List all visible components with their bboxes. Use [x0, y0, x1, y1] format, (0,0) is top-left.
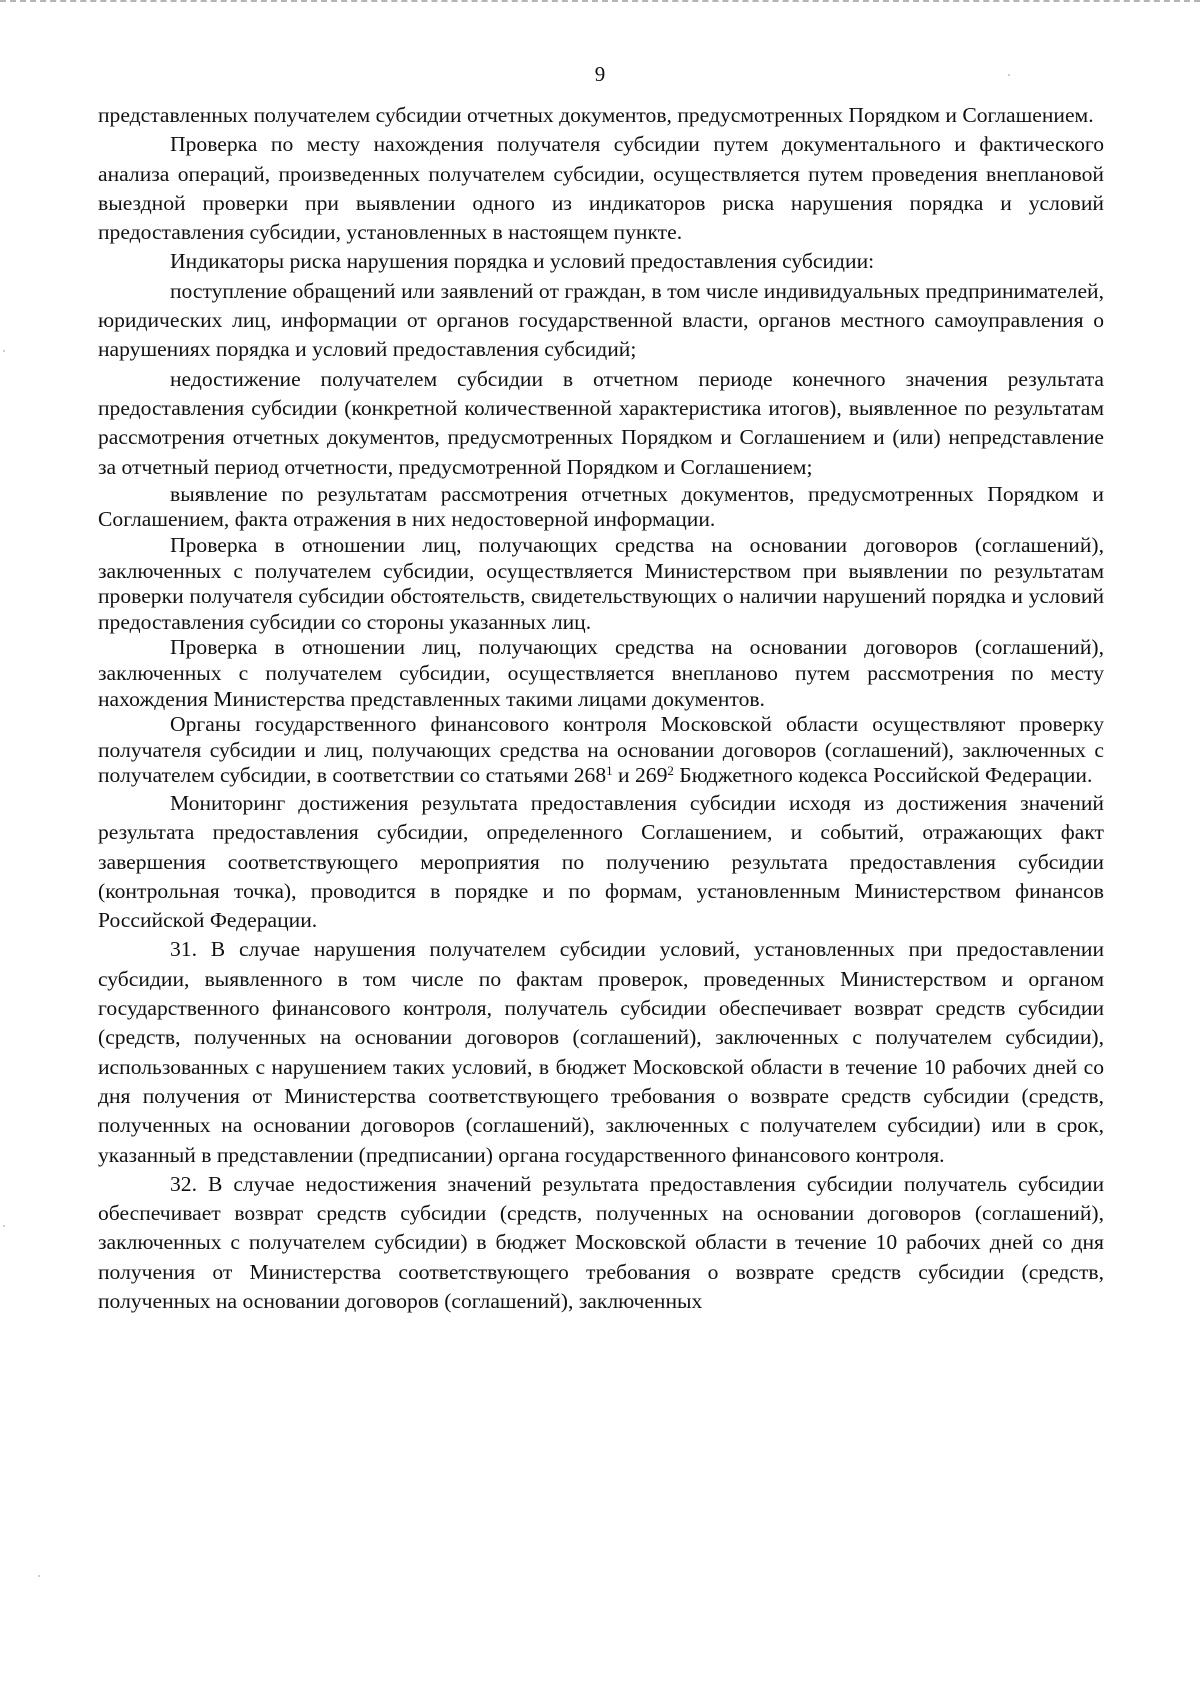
document-body: [98, 101, 1104, 1316]
paragraph-risk-indicators-heading: Индикаторы риска нарушения порядка и условий предоставления субсидии:: [170, 249, 875, 274]
scan-top-border: [0, 0, 1200, 5]
audit-text-after: Бюджетного кодекса Российской Федерации.: [673, 763, 1093, 788]
audit-text-before: Органы государственного финансового контроля Московской области осуществляют проверку получателя субсидии и лиц, получающих средства на основании договоров (соглашений), заключенных с получателем субсидии, в соответствии со статьями 268: [98, 712, 1104, 788]
paragraph-risk-indicator-non-achievement: недостижение получателем субсидии в отчетном периоде конечного значения результата предоставления субсидии (конкретной количественной характеристика итогов), выявленное по результатам рассмотрения отчетных документов, предусмотренных Порядком и Соглашением и (или) непредставление за отчетный период отчетности, предусмотренной Порядком и Соглашением;: [98, 366, 1104, 479]
paragraph-financial-control-bodies: [98, 712, 1104, 789]
scan-speck: [3, 350, 5, 352]
scan-speck: [3, 1225, 5, 1227]
paragraph-monitoring: Мониторинг достижения результата предоставления субсидии исходя из достижения значений результата предоставления субсидии, определенного Соглашением, и событий, отражающих факт завершения соответствующего мероприятия по получению результата предоставления субсидии (контрольная точка), проводится в порядке и по формам, установленным Министерством финансов Российской Федерации.: [98, 790, 1104, 933]
scan-speck: [38, 1575, 40, 1577]
paragraph-risk-indicator-false-info: выявление по результатам рассмотрения отчетных документов, предусмотренных Порядком и Соглашением, факта отражения в них недостоверной информации.: [98, 481, 1104, 532]
paragraph-risk-indicator-appeals: поступление обращений или заявлений от граждан, в том числе индивидуальных предпринимателей, юридических лиц, информации от органов государственной власти, органов местного самоуправления о нарушениях порядка и условий предоставления субсидий;: [98, 278, 1104, 362]
paragraph-counterparty-inspection: Проверка в отношении лиц, получающих средства на основании договоров (соглашений), заключенных с получателем субсидии, осуществляется Министерством при выявлении по результатам проверки получателя субсидии обстоятельств, свидетельствующих о наличии нарушений порядка и условий предоставления субсидии со стороны указанных лиц.: [98, 533, 1104, 634]
clause-32: 32. В случае недостижения значений результата предоставления субсидии получатель субсидии обеспечивает возврат средств субсидии (средств, полученных на основании договоров (соглашений), заключенных с получателем субсидии) в бюджет Московской области в течение 10 рабочих дней со дня получения от Министерства соответствующего требования о возврате средств субсидии (средств, полученных на основании договоров (соглашений), заключенных: [98, 1171, 1104, 1314]
clause-31: 31. В случае нарушения получателем субсидии условий, установленных при предоставлении субсидии, выявленного в том числе по фактам проверок, проведенных Министерством и органом государственного финансового контроля, получатель субсидии обеспечивает возврат средств субсидии (средств, полученных на основании договоров (соглашений), заключенных с получателем субсидии), использованных с нарушением таких условий, в бюджет Московской области в течение 10 рабочих дней со дня получения от Министерства соответствующего требования о возврате средств субсидии (средств, полученных на основании договоров (соглашений), заключенных с получателем субсидии) или в срок, указанный в представлении (предписании) органа государственного финансового контроля.: [98, 937, 1104, 1167]
article-269-superscript: 2: [667, 763, 674, 779]
audit-text-middle: и 269: [612, 763, 668, 788]
paragraph-continuation: представленных получателем субсидии отчетных документов, предусмотренных Порядком и Соглашением.: [98, 103, 1094, 127]
scan-speck: [1008, 74, 1010, 76]
paragraph-onsite-inspection: Проверка по месту нахождения получателя субсидии путем документального и фактического анализа операций, произведенных получателем субсидии, осуществляется путем проведения внеплановой выездной проверки при выявлении одного из индикаторов риска нарушения порядка и условий предоставления субсидии, установленных в настоящем пункте.: [98, 132, 1104, 245]
paragraph-counterparty-desk-review: Проверка в отношении лиц, получающих средства на основании договоров (соглашений), заключенных с получателем субсидии, осуществляется внепланово путем рассмотрения по месту нахождения Министерства представленных такими лицами документов.: [98, 635, 1104, 711]
page-number: 9: [594, 62, 606, 86]
article-268-superscript: 1: [606, 763, 613, 779]
